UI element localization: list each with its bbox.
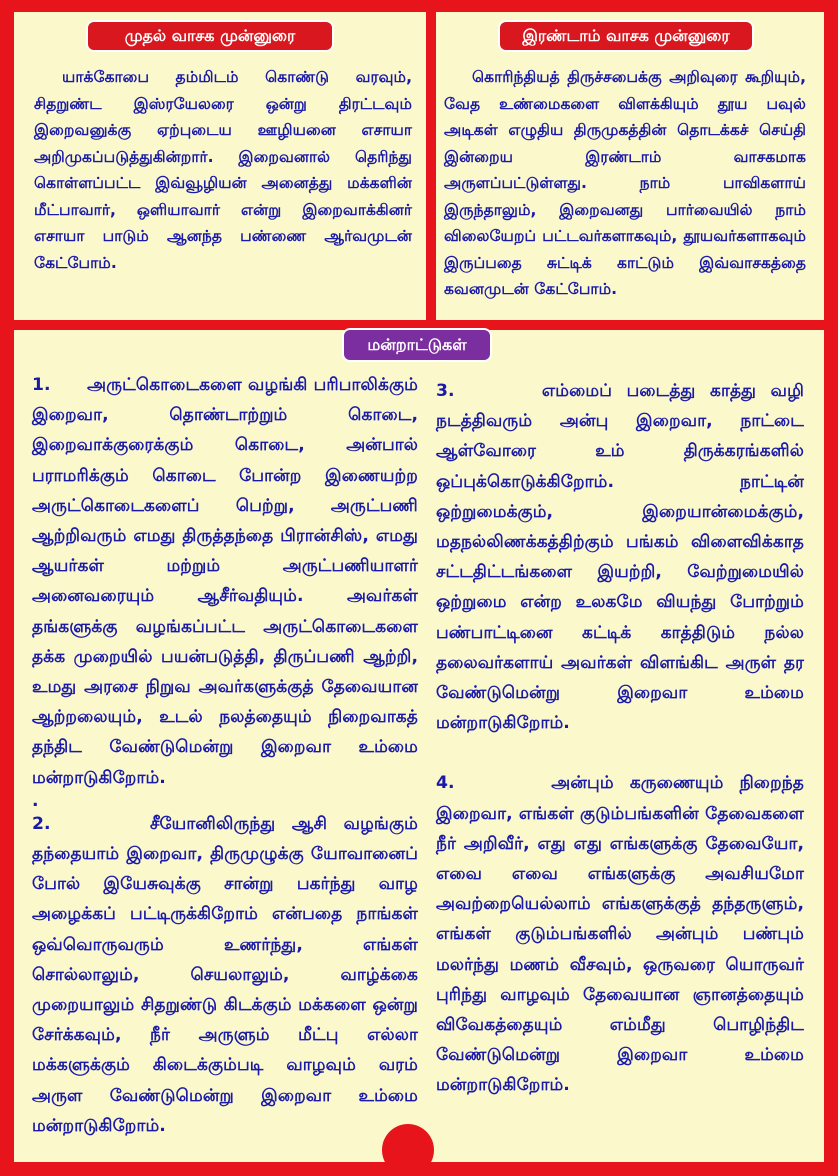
prayer-separator: . <box>32 790 39 811</box>
prayers-right-column <box>436 376 810 1101</box>
prayer-item-3: 3. எம்மைப் படைத்து காத்து வழி நடத்திவரும் அன்பு இறைவா, நாட்டை ஆள்வோரை உம் திருக்கரங்களில் ஒப்புக்கொடுக்கிறோம். நாட்டின் ஒற்றுமைக்கும், இறையான்மைக்கும், மதநல்லிணக்கத்திற்கும் பங்கம் விளைவிக்காத சட்டதிட்டங்களை இயற்றி, வேற்றுமையில் ஒற்றுமை என்ற உலகமே வியந்து போற்றும் பண்பாட்டினை கட்டிக் காத்திடும் நல்ல தலைவர்களாய் அவர்கள் விளங்கிட அருள் தர வேண்டுமென்று இறைவா உம்மை மன்றாடுகிறோம். <box>436 381 810 734</box>
column-divider <box>426 12 436 324</box>
first-reading-intro: யாக்கோபை தம்மிடம் கொண்டு வரவும், சிதறுண்ட இஸ்ரயேலரை ஒன்று திரட்டவும் இறைவனுக்கு ஏற்புடைய ஊழியனை எசாயா அறிமுகப்படுத்துகின்றார். இறைவனால் தெரிந்து கொள்ளப்பட்ட இவ்வூழியன் அனைத்து மக்களின் மீட்பாவார், ஒளியாவார் என்று இறைவாக்கினர் எசாயா பாடும் ஆனந்த பண்ணை ஆர்வமுடன் கேட்போம். <box>34 68 412 272</box>
document-page <box>14 12 824 1162</box>
page-number-dot <box>382 1124 434 1176</box>
section-divider <box>14 320 824 330</box>
prayer-item-1: 1. அருட்கொடைகளை வழங்கி பரிபாலிக்கும் இறைவா, தொண்டாற்றும் கொடை, இறைவாக்குரைக்கும் கொடை, அன்பால் பராமரிக்கும் கொடை போன்ற இணையற்ற அருட்கொடைகளைப் பெற்று, அருட்பணி ஆற்றிவரும் எமது திருத்தந்தை பிரான்சிஸ், எமது ஆயர்கள் மற்றும் அருட்பணியாளர் அனைவரையும் ஆசீர்வதியும். அவர்கள் தங்களுக்கு வழங்கப்பட்ட அருட்கொடைகளை தக்க முறையில் பயன்படுத்தி, திருப்பணி ஆற்றி, உமது அரசை நிறுவ அவர்களுக்குத் தேவையான ஆற்றலையும், உடல் நலத்தையும் நிறைவாகத் தந்திட வேண்டுமென்று இறைவா உம்மை மன்றாடுகிறோம். <box>32 375 424 788</box>
second-reading-heading: இரண்டாம் வாசக முன்னுரை <box>500 22 752 50</box>
prayer-item-4: 4. அன்பும் கருணையும் நிறைந்த இறைவா, எங்கள் குடும்பங்களின் தேவைகளை நீர் அறிவீர், எது எது எங்களுக்கு தேவையோ, எவை எவை எங்களுக்கு அவசியமோ அவற்றையெல்லாம் எங்களுக்குத் தந்தருளும், எங்கள் குடும்பங்களில் அன்பும் பண்பும் மலர்ந்து மணம் வீசவும், ஒருவரை யொருவர் புரிந்து வாழவும் தேவையான ஞானத்தையும் விவேகத்தையும் எம்மீது பொழிந்திட வேண்டுமென்று இறைவா உம்மை மன்றாடுகிறோம். <box>436 773 810 1096</box>
prayers-heading: மன்றாட்டுகள் <box>344 330 490 360</box>
second-reading-intro: கொரிந்தியத் திருச்சபைக்கு அறிவுரை கூறியும், வேத உண்மைகளை விளக்கியும் தூய பவுல் அடிகள் எழுதிய திருமுகத்தின் தொடக்கச் செய்தி இன்றைய இரண்டாம் வாசகமாக அருளப்பட்டுள்ளது. நாம் பாவிகளாய் இருந்தாலும், இறைவனது பார்வையில் நாம் விலையேறப் பட்டவர்களாகவும், தூயவர்களாகவும் இருப்பதை சுட்டிக் காட்டும் இவ்வாசகத்தை கவனமுடன் கேட்போம். <box>444 68 806 298</box>
prayers-left-column <box>32 370 424 1141</box>
prayer-item-2: 2. சீயோனிலிருந்து ஆசி வழங்கும் தந்தையாம் இறைவா, திருமுழுக்கு யோவானைப் போல் இயேசுவுக்கு சான்று பகர்ந்து வாழ அழைக்கப் பட்டிருக்கிறோம் என்பதை நாங்கள் ஒவ்வொருவரும் உணர்ந்து, எங்கள் சொல்லாலும், செயலாலும், வாழ்க்கை முறையாலும் சிதறுண்டு கிடக்கும் மக்களை ஒன்று சேர்க்கவும், நீர் அருளும் மீட்பு எல்லா மக்களுக்கும் கிடைக்கும்படி வாழவும் வரம் அருள வேண்டுமென்று இறைவா உம்மை மன்றாடுகிறோம். <box>32 813 424 1136</box>
first-reading-heading: முதல் வாசக முன்னுரை <box>88 22 332 50</box>
